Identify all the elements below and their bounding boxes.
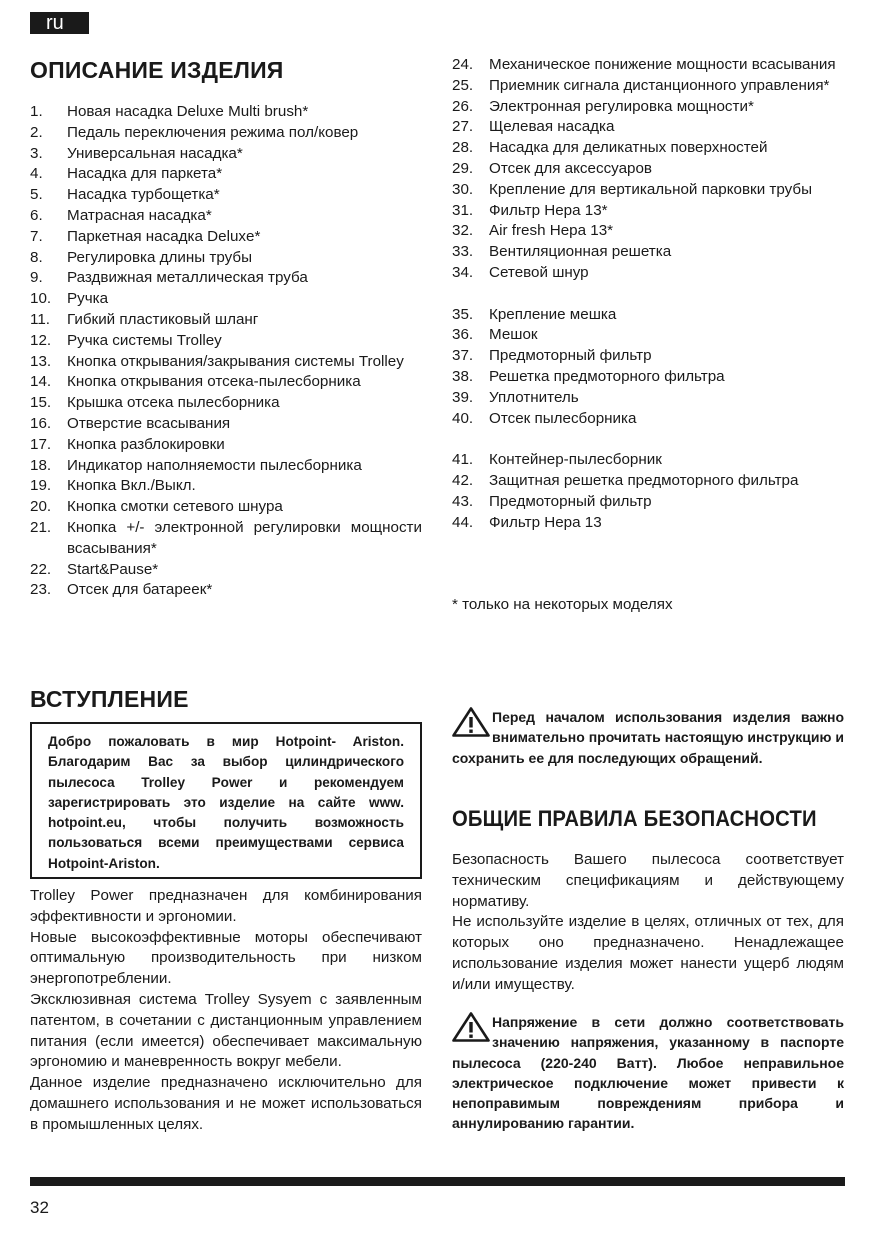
item-text: Кнопка Вкл./Выкл. (67, 477, 196, 495)
intro-paragraph: Trolley Power предназначен для комбинирования эффективности и эргономии. (30, 887, 422, 925)
item-number: 23. (30, 581, 52, 599)
item-text: Вентиляционная решетка (489, 243, 672, 261)
item-number: 36. (452, 326, 474, 344)
parts-list-item (30, 331, 422, 352)
parts-list-item (452, 325, 847, 346)
item-number: 24. (452, 56, 474, 73)
introduction-text (30, 886, 422, 1136)
item-text: Кнопка +/- электронной регулировки мощности всасывания* (67, 518, 422, 557)
warning-voltage-text: Напряжение в сети должно соответствовать значению напряжения, указанному в паспорте пылесоса (220-240 Ватт). Любое неправильное электрическое подключение может привести к непоправимым повреждениям прибора и аннулированию гарантии. (452, 1014, 844, 1132)
parts-list-left (30, 102, 422, 601)
item-text: Air fresh Hepa 13* (489, 222, 614, 240)
item-number: 40. (452, 409, 474, 427)
parts-list-item (452, 263, 847, 284)
parts-list-item (452, 513, 847, 534)
item-text: Предмоторный фильтр (489, 492, 652, 510)
item-number: 38. (452, 367, 474, 385)
item-number: 25. (452, 76, 474, 94)
item-text: Мешок (489, 326, 538, 344)
parts-list-item (452, 471, 847, 492)
item-text: Контейнер-пылесборник (489, 451, 662, 469)
item-number: 31. (452, 201, 474, 219)
parts-list-item (452, 97, 847, 118)
footnote: * только на некоторых моделях (452, 596, 673, 613)
item-number: 35. (452, 305, 474, 323)
item-text: Кнопка открывания отсека-пылесборника (67, 373, 361, 391)
parts-list-item (452, 117, 847, 138)
parts-list-item (452, 492, 847, 513)
item-number: 16. (30, 414, 52, 432)
parts-list-item (30, 476, 422, 497)
parts-list-item (452, 138, 847, 159)
item-number: 20. (30, 498, 52, 516)
parts-list-item (30, 185, 422, 206)
item-text: Решетка предмоторного фильтра (489, 367, 725, 385)
footer-rule (30, 1177, 845, 1186)
item-text: Ручка системы Trolley (67, 331, 222, 349)
item-number: 7. (30, 227, 43, 245)
intro-paragraph: Новые высокоэффективные моторы обеспечивают оптимальную производительность при низком энергопотреблении. (30, 928, 422, 988)
parts-list-item (30, 123, 422, 144)
item-text: Насадка для деликатных поверхностей (489, 139, 768, 157)
parts-list-item (30, 289, 422, 310)
item-text: Ручка (67, 290, 109, 308)
item-text: Отсек пылесборника (489, 409, 637, 427)
item-text: Регулировка длины трубы (67, 248, 253, 266)
item-text: Фильтр Hepa 13 (489, 513, 602, 531)
item-number: 14. (30, 373, 52, 391)
warning-icon (452, 1012, 490, 1042)
welcome-box: Добро пожаловать в мир Hotpoint- Ariston. Благодарим Вас за выбор цилиндрического пылесоса Trolley Power и рекомендуем зарегистрировать это изделие на сайте www. hotpoint.eu, чтобы получить возможность пользоваться всеми преимуществами сервиса Hotpoint-Ariston. (30, 722, 422, 879)
parts-list-item (30, 268, 422, 289)
item-text: Start&Pause* (67, 560, 159, 578)
item-text: Крышка отсека пылесборника (67, 394, 280, 412)
parts-list-item (452, 76, 847, 97)
item-text: Насадка для паркета* (67, 165, 223, 183)
item-text: Предмоторный фильтр (489, 347, 652, 365)
item-number: 12. (30, 331, 52, 349)
parts-list-item (452, 450, 847, 471)
item-number: 9. (30, 269, 43, 287)
parts-list-item (30, 393, 422, 414)
item-text: Отверстие всасывания (67, 414, 231, 432)
item-number: 44. (452, 513, 474, 531)
parts-list-item (452, 346, 847, 367)
item-text: Сетевой шнур (489, 263, 589, 281)
parts-list-item (452, 388, 847, 409)
item-number: 34. (452, 263, 474, 281)
item-number: 29. (452, 159, 474, 177)
item-text: Механическое понижение мощности всасывания (489, 56, 836, 73)
parts-list-item (30, 518, 422, 560)
item-text: Универсальная насадка* (67, 144, 243, 162)
item-number: 6. (30, 206, 43, 224)
intro-paragraph: Эксклюзивная система Trolley Sysyem с заявленным патентом, в сочетании с дистанционным управлением питания (если имеется) обеспечивает максимальную эргономию и маневренность вокруг мебели. (30, 990, 422, 1071)
item-number: 26. (452, 97, 474, 115)
parts-list-item (452, 55, 847, 76)
item-text: Приемник сигнала дистанционного управления* (489, 76, 830, 94)
safety-title: ОБЩИЕ ПРАВИЛА БЕЗОПАСНОСТИ (452, 806, 817, 831)
item-number: 8. (30, 248, 43, 266)
item-text: Крепление мешка (489, 305, 617, 323)
item-number: 15. (30, 394, 52, 412)
item-number: 13. (30, 352, 52, 370)
item-text: Отсек для батареек* (67, 581, 213, 599)
item-number: 41. (452, 451, 474, 469)
item-text: Защитная решетка предмоторного фильтра (489, 471, 799, 489)
item-text: Новая насадка Deluxe Multi brush* (67, 103, 309, 120)
item-text: Отсек для аксессуаров (489, 159, 652, 177)
item-number: 4. (30, 165, 43, 183)
item-text: Электронная регулировка мощности* (489, 97, 754, 115)
item-number: 10. (30, 290, 52, 308)
parts-list-item (30, 456, 422, 477)
item-text: Кнопка смотки сетевого шнура (67, 498, 283, 516)
warning-icon (452, 707, 490, 737)
parts-list-item (30, 372, 422, 393)
item-number: 42. (452, 471, 474, 489)
item-number: 21. (30, 518, 52, 536)
item-text: Матрасная насадка* (67, 206, 212, 224)
page-number: 32 (30, 1198, 49, 1217)
parts-list-item (30, 435, 422, 456)
parts-list-item (30, 414, 422, 435)
item-number: 3. (30, 144, 43, 162)
item-number: 17. (30, 435, 52, 453)
language-tab: ru (30, 12, 89, 34)
item-text: Фильтр Hepa 13* (489, 201, 608, 219)
safety-text (452, 850, 844, 996)
parts-list-item (452, 305, 847, 326)
warning-read-instructions (452, 707, 844, 768)
item-text: Педаль переключения режима пол/ковер (67, 123, 359, 141)
item-text: Щелевая насадка (489, 118, 615, 136)
item-text: Раздвижная металлическая труба (67, 269, 308, 287)
parts-list-item (452, 201, 847, 222)
item-number: 27. (452, 118, 474, 136)
item-text: Гибкий пластиковый шланг (67, 310, 259, 328)
item-number: 19. (30, 477, 52, 495)
safety-paragraph: Безопасность Вашего пылесоса соответствует техническим спецификациям и действующему нормативу. (452, 851, 844, 910)
parts-list-item (452, 409, 847, 430)
parts-list-item (30, 352, 422, 373)
parts-list-item (30, 206, 422, 227)
safety-paragraph: Не используйте изделие в целях, отличных от тех, для которых оно предназначено. Ненадлежащее использование изделия может нанести ущерб людям и/или имуществу. (452, 913, 844, 993)
item-number: 11. (30, 310, 50, 328)
parts-list-item (30, 580, 422, 601)
parts-list-item (30, 560, 422, 581)
item-text: Индикатор наполняемости пылесборника (67, 456, 362, 474)
item-text: Кнопка открывания/закрывания системы Trolley (67, 352, 404, 370)
item-number: 39. (452, 388, 474, 406)
item-text: Насадка турбощетка* (67, 186, 220, 204)
item-number: 37. (452, 347, 474, 365)
item-text: Крепление для вертикальной парковки трубы (489, 180, 813, 198)
item-number: 18. (30, 456, 52, 474)
item-text: Кнопка разблокировки (67, 435, 225, 453)
item-number: 22. (30, 560, 52, 578)
parts-list-item (452, 221, 847, 242)
parts-list-item (30, 102, 422, 123)
warning-read-text: Перед началом использования изделия важно внимательно прочитать настоящую инструкцию и сохранить ее для последующих обращений. (452, 709, 844, 766)
parts-list-item (30, 497, 422, 518)
parts-list-right (452, 55, 847, 533)
item-number: 30. (452, 180, 474, 198)
introduction-title: ВСТУПЛЕНИЕ (30, 686, 189, 712)
intro-paragraph: Данное изделие предназначено исключительно для домашнего использования и не может использоваться в промышленных целях. (30, 1074, 422, 1133)
parts-list-item (30, 310, 422, 331)
item-number: 28. (452, 139, 474, 157)
warning-voltage (452, 1012, 844, 1134)
parts-list-item (30, 144, 422, 165)
item-number: 5. (30, 186, 43, 204)
item-number: 43. (452, 492, 474, 510)
parts-list-item (452, 180, 847, 201)
item-number: 2. (30, 123, 43, 141)
parts-list-item (452, 367, 847, 388)
parts-list-item (30, 248, 422, 269)
parts-list-item (30, 164, 422, 185)
item-number: 1. (30, 103, 43, 120)
item-number: 33. (452, 243, 474, 261)
description-title: ОПИСАНИЕ ИЗДЕЛИЯ (30, 57, 284, 83)
parts-list-item (452, 159, 847, 180)
item-number: 32. (452, 222, 474, 240)
parts-list-item (452, 242, 847, 263)
item-text: Уплотнитель (489, 388, 579, 406)
parts-list-item (30, 227, 422, 248)
item-text: Паркетная насадка Deluxe* (67, 227, 261, 245)
